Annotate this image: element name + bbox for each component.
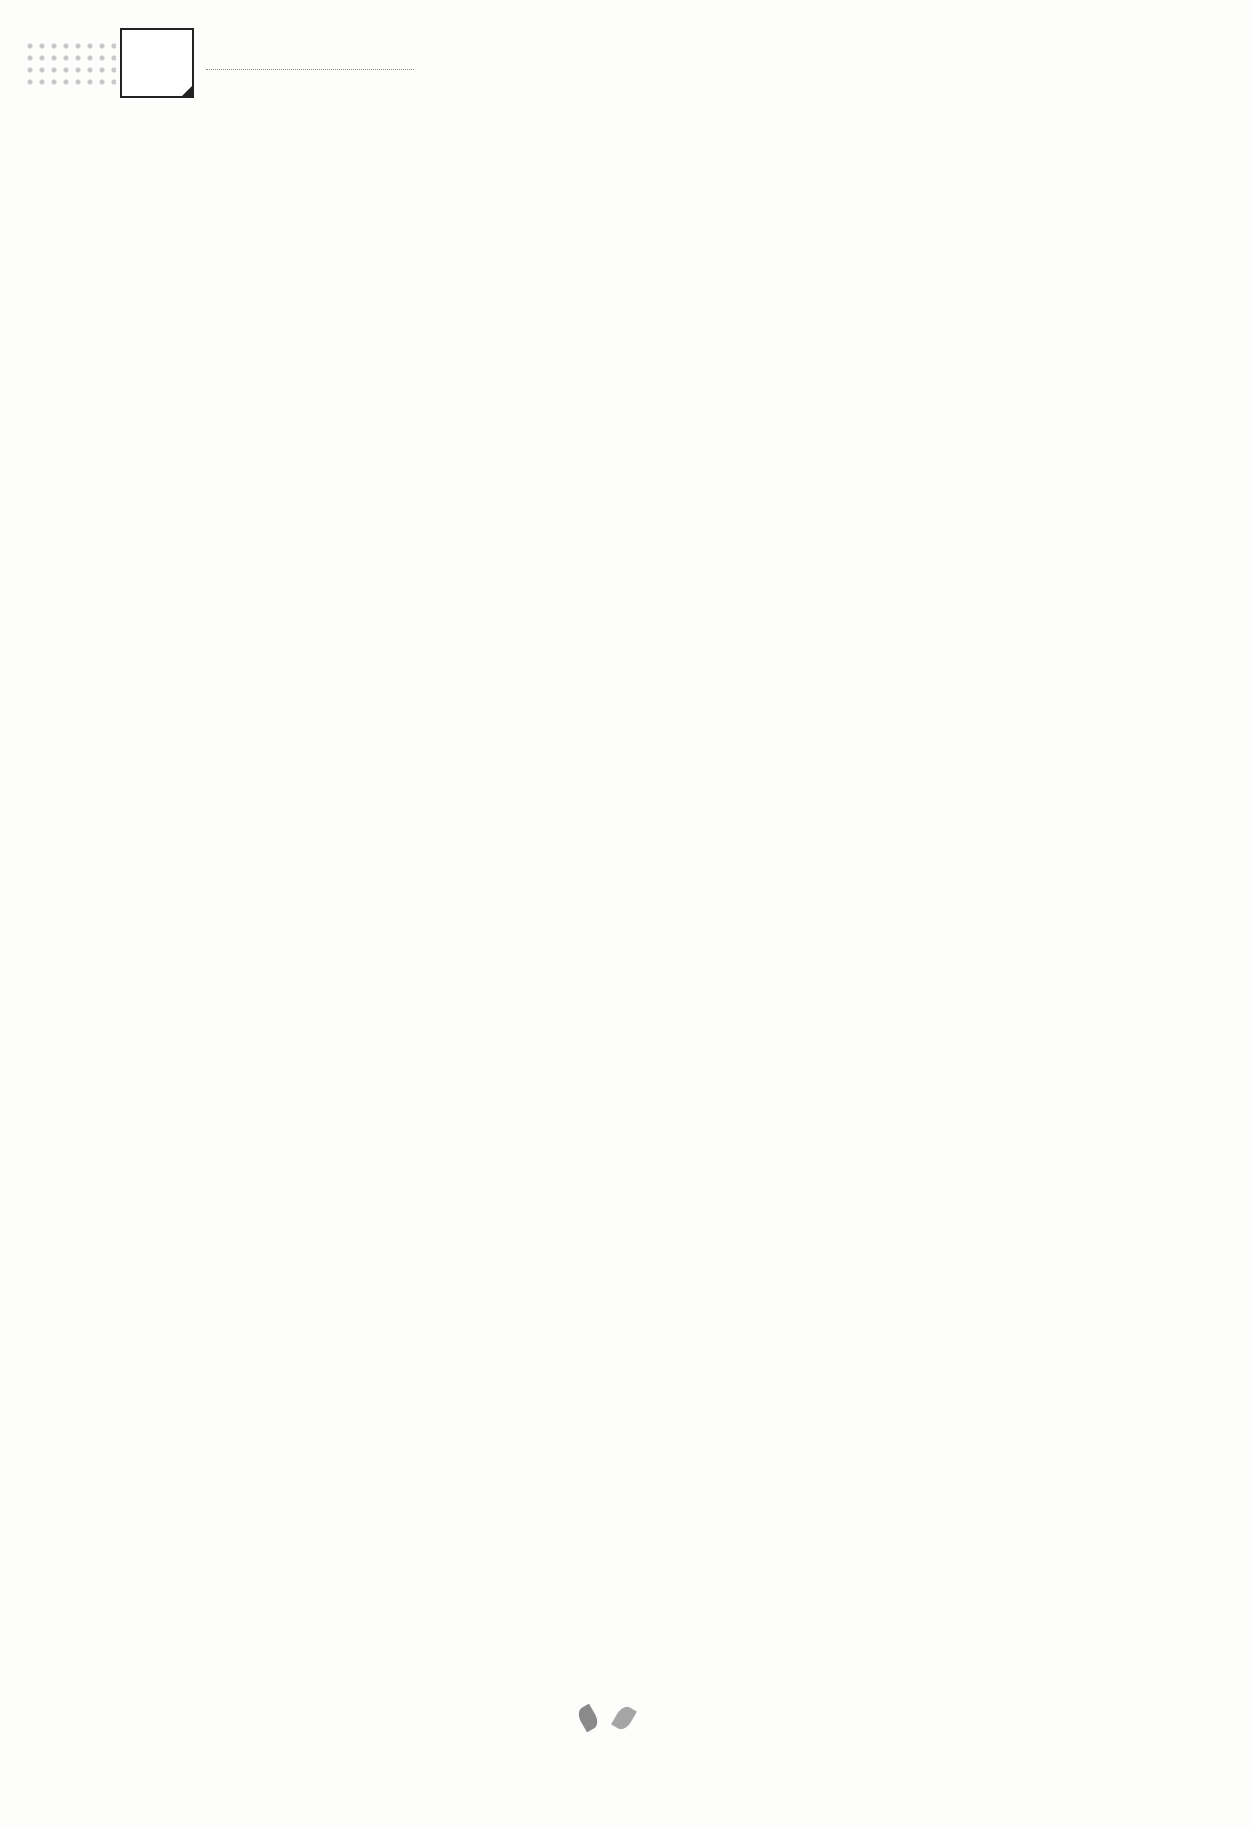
book-title bbox=[206, 32, 214, 65]
dot-pattern bbox=[24, 40, 116, 86]
brand-logo bbox=[120, 28, 194, 98]
leaf-icon bbox=[611, 1704, 637, 1733]
leaf-icon bbox=[575, 1704, 601, 1733]
page-header bbox=[20, 28, 440, 98]
page-footer bbox=[580, 1703, 632, 1730]
section-title-basic bbox=[0, 527, 1150, 564]
